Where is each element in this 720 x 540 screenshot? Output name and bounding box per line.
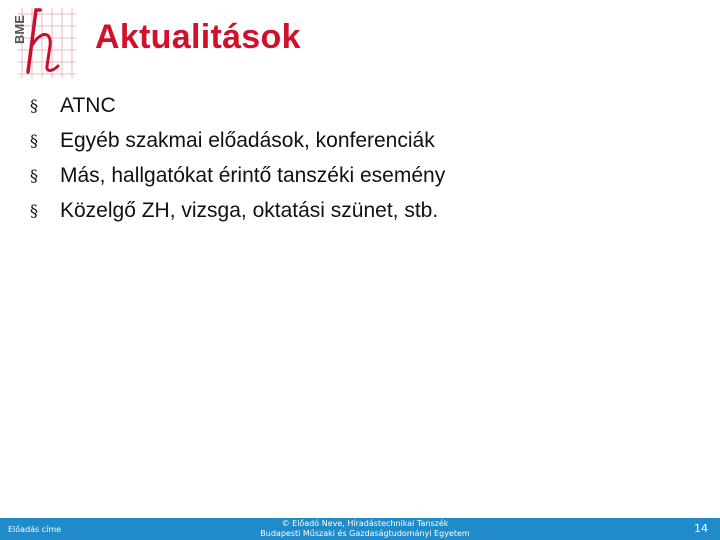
bullet-symbol: §	[30, 96, 38, 115]
list-item-text: Más, hallgatókat érintő tanszéki esemény	[60, 163, 446, 187]
list-item-text: ATNC	[60, 93, 116, 117]
list-item-text: Egyéb szakmai előadások, konferenciák	[60, 128, 435, 152]
bullet-symbol: §	[30, 201, 38, 220]
list-item	[30, 193, 445, 228]
list-item-text: Közelgő ZH, vizsga, oktatási szünet, stb.	[60, 198, 439, 222]
list-item	[30, 158, 445, 193]
bullet-symbol: §	[30, 166, 38, 185]
svg-text:BME: BME	[12, 15, 27, 44]
footer-presentation-title: Előadás címe	[8, 525, 62, 534]
list-item	[30, 88, 445, 123]
bullet-list	[30, 88, 445, 228]
page-number: 14	[694, 522, 708, 535]
list-item	[30, 123, 445, 158]
footer-bar	[0, 518, 720, 540]
footer-copyright-line1: © Előadó Neve, Híradástechnikai Tanszék	[281, 519, 449, 528]
footer-copyright	[230, 519, 500, 539]
bullet-symbol: §	[30, 131, 38, 150]
footer-copyright-line2: Budapesti Műszaki és Gazdaságtudományi Egyetem	[260, 529, 470, 538]
slide-title: Aktualitások	[95, 18, 301, 56]
bme-logo-text	[8, 12, 30, 46]
